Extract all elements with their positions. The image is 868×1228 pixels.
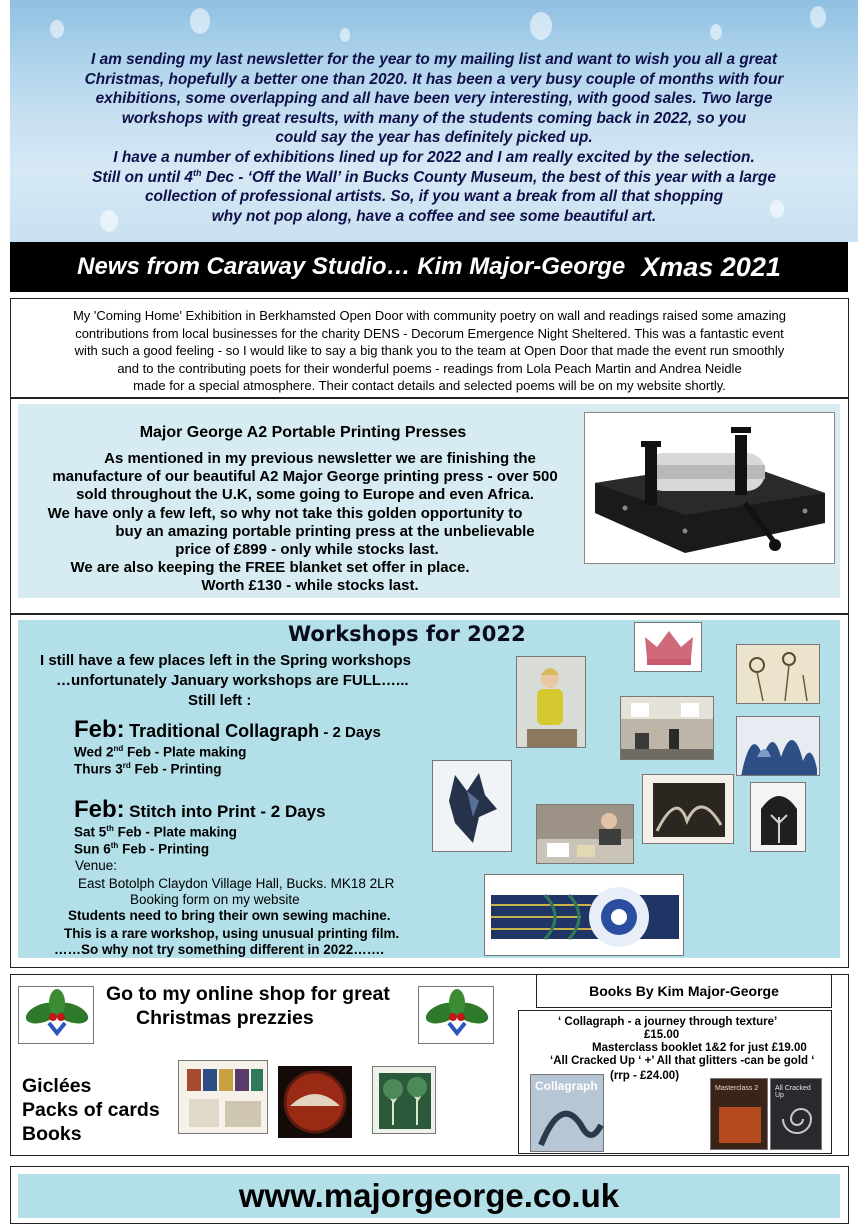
stitch-print-image [484,874,684,956]
book-collagraph-title: ‘ Collagraph - a journey through texture’ [558,1016,778,1028]
intro-line: workshops with great results, with many of the students coming back in 2022, so you [121,109,747,127]
shop-item: Giclées [22,1075,92,1097]
workshop-collagraph-title: Feb: Traditional Collagraph - 2 Days [74,716,381,743]
card-pack-image [178,1060,268,1134]
printing-press-text: As mentioned in my previous newsletter we are finishing the manufacture of our beautiful A2 Major George printing press - over 500 sold throughout the U.K, some going to Europe and even Africa. We have only a few left, so why not take this golden opportunity to buy an amazing portable printing press at the unbelievable price of £899 - only while stocks last. We are also keeping the FREE blanket set offer in place. Worth £130 - while stocks last. [47,450,558,595]
workshop-stitch-title: Feb: Stitch into Print - 2 Days [74,796,326,823]
newsletter-title-bar [10,242,848,292]
intro-line-exhibition: Still on until 4th Dec - ‘Off the Wall’ in Bucks County Museum, the best of this year with a large [92,167,776,186]
intro-line: why not pop along, have a coffee and see some beautiful art. [211,207,657,225]
online-shop-message: Go to my online shop for great Christmas prezzies [106,983,390,1029]
seedhead-print-image [736,644,820,704]
newsletter-title: News from Caraway Studio… Kim Major-George [77,253,626,280]
shop-items-list [22,1074,160,1146]
website-link[interactable]: www.majorgeorge.co.uk [238,1177,620,1214]
venue-label: Venue: [75,858,118,873]
venue-address: East Botolph Claydon Village Hall, Bucks. MK18 2LR [78,876,395,891]
open-door-text: My 'Coming Home' Exhibition in Berkhamsted Open Door with community poetry on wall and readings raised some amazing contributions from local businesses for the charity DENS - Decorum Emergence Night Sheltered. This was a fantastic event with such a good feeling - so I would like to say a big thank you to the team at Open Door that made the event run smoothly and to the contributing poets for their wonderful poems - readings from Lola Peach Martin and Andrea Neidle made for a special atmosphere. Their contact details and selected poems will be on my website shortly. [72,308,787,393]
workshops-title: Workshops for 2022 [288,622,526,646]
books-heading: Books By Kim Major-George [536,974,832,1008]
holly-icon [418,986,494,1044]
printing-press-photo [584,412,835,564]
open-door-section [10,298,849,398]
workshops-intro: …unfortunately January workshops are FULL…... [56,672,409,689]
book-cover-masterclass: Masterclass 2 [710,1078,768,1150]
intro-line: could say the year has definitely picked up. [275,129,593,147]
blue-thistle-print-image [736,716,820,776]
workshop-tutor-photo [516,656,586,748]
book-masterclass: Masterclass booklet 1&2 for just £19.00 [592,1042,807,1054]
workshop-table-photo [536,804,634,864]
intro-message [24,50,844,226]
holly-icon [18,986,94,1044]
workshops-intro: I still have a few places left in the Spring workshops [40,652,411,669]
framed-collagraph-image [642,774,734,844]
workshop-collagraph-day2: Thurs 3rd Feb - Printing [74,761,222,777]
workshop-collagraph-day1: Wed 2nd Feb - Plate making [74,744,247,760]
trees-print-image [372,1066,436,1134]
rare-workshop-note: This is a rare workshop, using unusual printing film. [64,926,400,941]
newsletter-edition: Xmas 2021 [641,251,781,282]
try-something-note: ……So why not try something different in 2022……. [54,942,385,957]
crown-print-image [634,622,702,672]
workshop-stitch-day1: Sat 5th Feb - Plate making [74,824,237,840]
intro-line: collection of professional artists. So, if you want a break from all that shopping [144,188,724,206]
shop-item: Packs of cards [22,1099,160,1121]
printing-press-heading: Major George A2 Portable Printing Presses [139,424,467,441]
intro-line: Christmas, hopefully a better one than 2020. It has been a very busy couple of months with four [84,70,784,88]
workshop-room-photo [620,696,714,760]
booking-note: Booking form on my website [130,892,300,907]
workshop-stitch-day2: Sun 6th Feb - Printing [74,841,210,857]
wolf-print-image [432,760,512,852]
shop-item: Books [22,1123,82,1145]
intro-line: exhibitions, some overlapping and all have been very interesting, with good sales. Two large [95,90,773,108]
book-cracked-up: ‘All Cracked Up ‘ +’ All that glitters -can be gold ‘ [550,1055,815,1067]
book-cracked-up-price: (rrp - £24.00) [610,1070,680,1082]
red-bowl-print-image [278,1066,352,1138]
book-cover-collagraph: Collagraph [530,1074,604,1152]
workshops-still-left: Still left : [188,692,252,709]
intro-line: I have a number of exhibitions lined up for 2022 and I am really excited by the selection. [113,148,755,166]
intro-banner [10,0,858,242]
book-collagraph-price: £15.00 [644,1029,680,1041]
sewing-note: Students need to bring their own sewing machine. [68,908,391,923]
tree-arch-print-image [750,782,806,852]
book-cover-cracked-up: All Cracked Up [770,1078,822,1150]
intro-line: I am sending my last newsletter for the year to my mailing list and want to wish you all a great [91,51,777,68]
